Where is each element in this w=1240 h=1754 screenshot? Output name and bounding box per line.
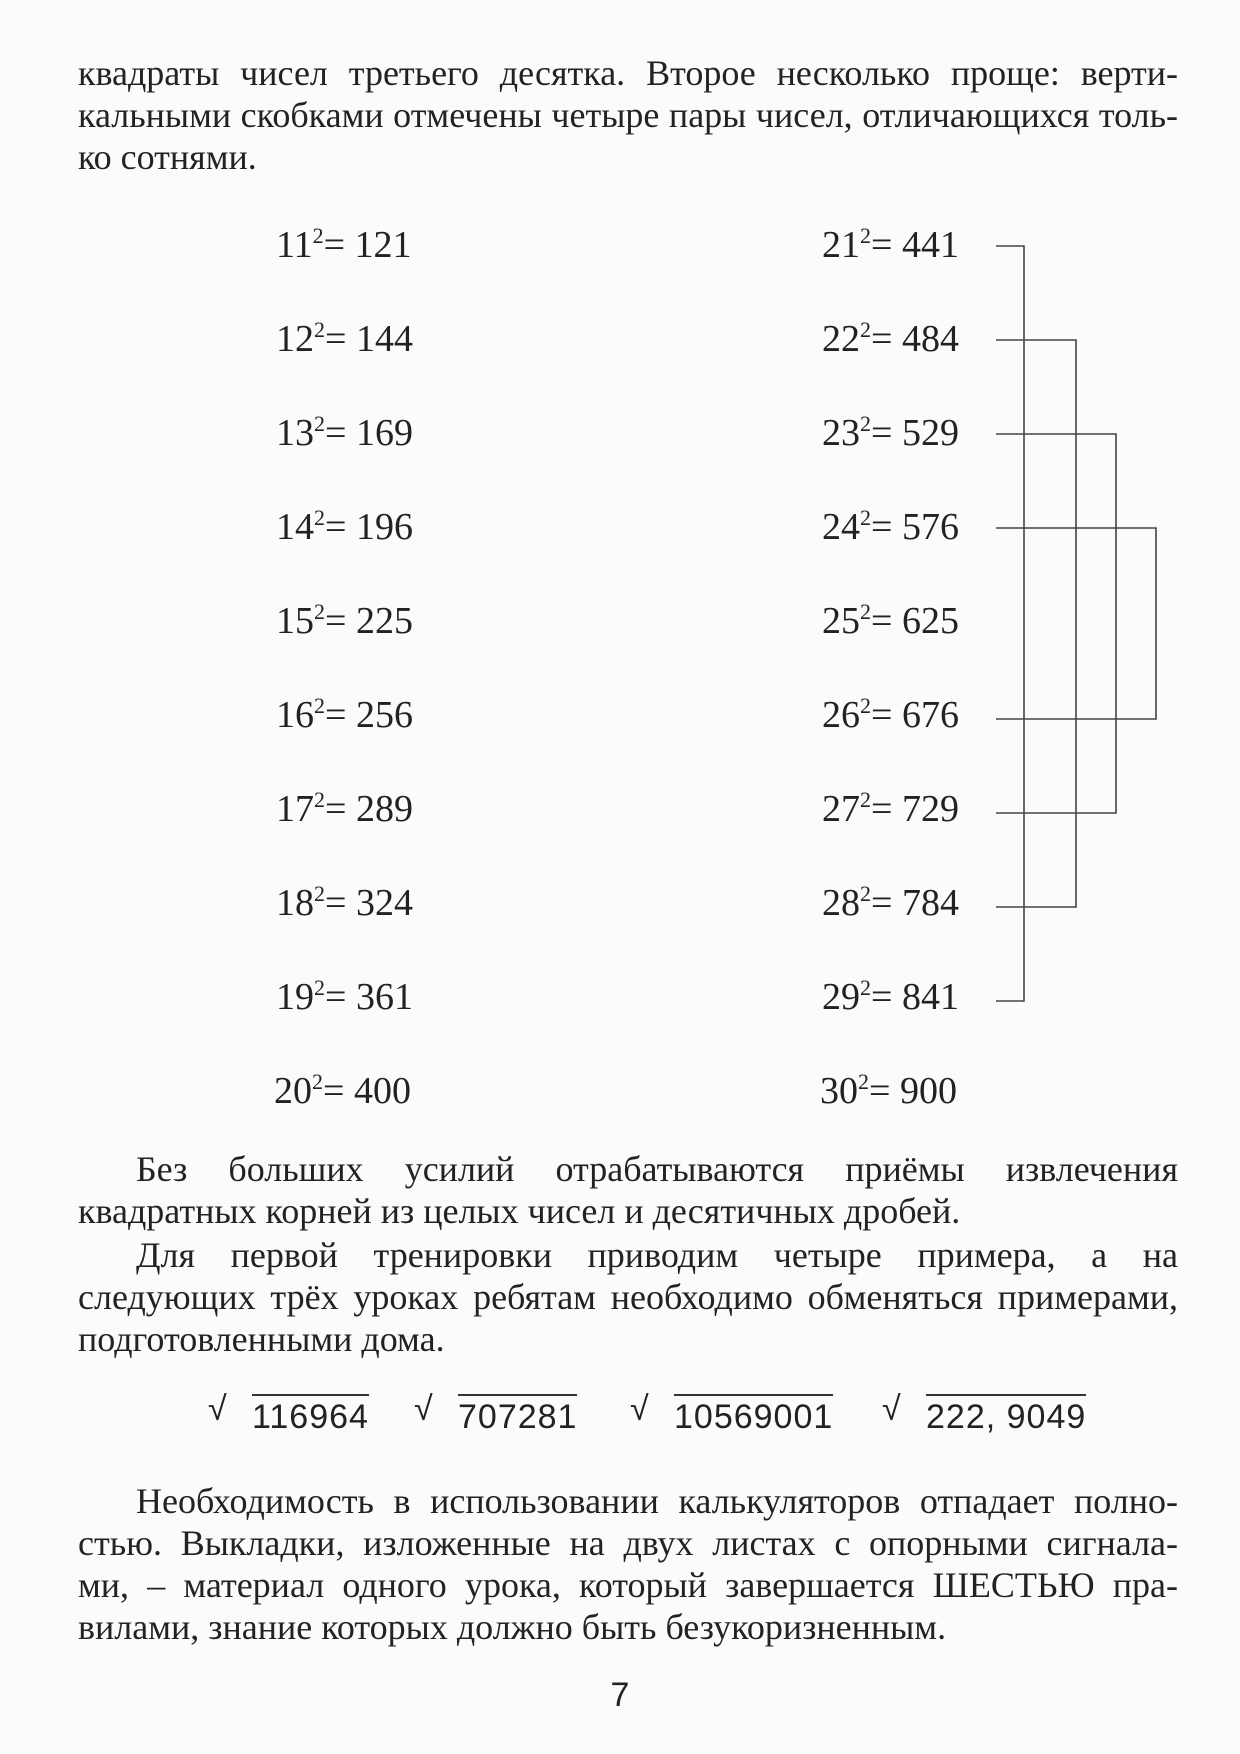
radicand: 222, 9049 <box>926 1394 1086 1437</box>
square-equation: $23^2= 529$ <box>822 411 959 454</box>
square-equation: $12^2= 144$ <box>276 317 413 360</box>
paragraph-line: вилами, знание которых должно быть безукоризненным. <box>78 1607 947 1647</box>
square-equation: $28^2= 784$ <box>822 881 959 924</box>
square-equation: $27^2= 729$ <box>822 787 959 830</box>
intro-line: ко сотнями. <box>78 137 257 177</box>
square-equation: $16^2= 256$ <box>276 693 413 736</box>
square-equation: $26^2= 676$ <box>822 693 959 736</box>
page-number: 7 <box>610 1676 630 1714</box>
paragraph-line: Необходимость в использовании калькуляторов отпадает полно- <box>136 1481 1178 1521</box>
paragraph-line: стью. Выкладки, изложенные на двух листах с опорными сигнала- <box>78 1523 1178 1563</box>
square-equation: $17^2= 289$ <box>276 787 413 830</box>
radicand: 707281 <box>458 1394 577 1437</box>
paragraph-line: Без больших усилий отрабатываются приёмы извлечения <box>136 1149 1178 1189</box>
paragraph-line: следующих трёх уроках ребятам необходимо обменяться примерами, <box>78 1277 1178 1317</box>
paragraph-line: квадратных корней из целых чисел и десятичных дробей. <box>78 1191 961 1231</box>
radicand: 10569001 <box>674 1394 833 1437</box>
paragraph-1 <box>78 1148 1178 1232</box>
radical-sign-icon: √ <box>630 1390 649 1428</box>
square-equation: $22^2= 484$ <box>822 317 959 360</box>
square-equation: $29^2= 841$ <box>822 975 959 1018</box>
square-equation: $24^2= 576$ <box>822 505 959 548</box>
square-equation: $18^2= 324$ <box>276 881 413 924</box>
square-equation: $21^2= 441$ <box>822 223 959 266</box>
intro-line: кальными скобками отмечены четыре пары чисел, отличающихся толь- <box>78 95 1178 135</box>
square-equation: $15^2= 225$ <box>276 599 413 642</box>
intro-line: квадраты чисел третьего десятка. Второе несколько проще: верти- <box>78 53 1178 93</box>
radical-sign-icon: √ <box>882 1390 901 1428</box>
square-equation: $11^2= 121$ <box>276 223 412 266</box>
square-equation: $13^2= 169$ <box>276 411 413 454</box>
square-equation: $20^2= 400$ <box>274 1069 411 1112</box>
paragraph-3 <box>78 1480 1178 1648</box>
square-equation: $19^2= 361$ <box>276 975 413 1018</box>
square-equation: $14^2= 196$ <box>276 505 413 548</box>
radicand: 116964 <box>252 1394 369 1437</box>
bracket-22-28 <box>996 340 1076 907</box>
bracket-21-29 <box>996 246 1024 1001</box>
radical-sign-icon: √ <box>414 1390 433 1428</box>
paragraph-line: Для первой тренировки приводим четыре примера, а на <box>136 1235 1178 1275</box>
square-equation: $25^2= 625$ <box>822 599 959 642</box>
paragraph-line: подготовленными дома. <box>78 1319 445 1359</box>
square-root-examples <box>0 1390 1240 1450</box>
bracket-23-27 <box>996 434 1116 813</box>
paragraph-line: ми, – материал одного урока, который завершается ШЕСТЬЮ пра- <box>78 1565 1178 1605</box>
paragraph-2 <box>78 1234 1178 1360</box>
radical-sign-icon: √ <box>208 1390 227 1428</box>
square-equation: $30^2= 900$ <box>820 1069 957 1112</box>
